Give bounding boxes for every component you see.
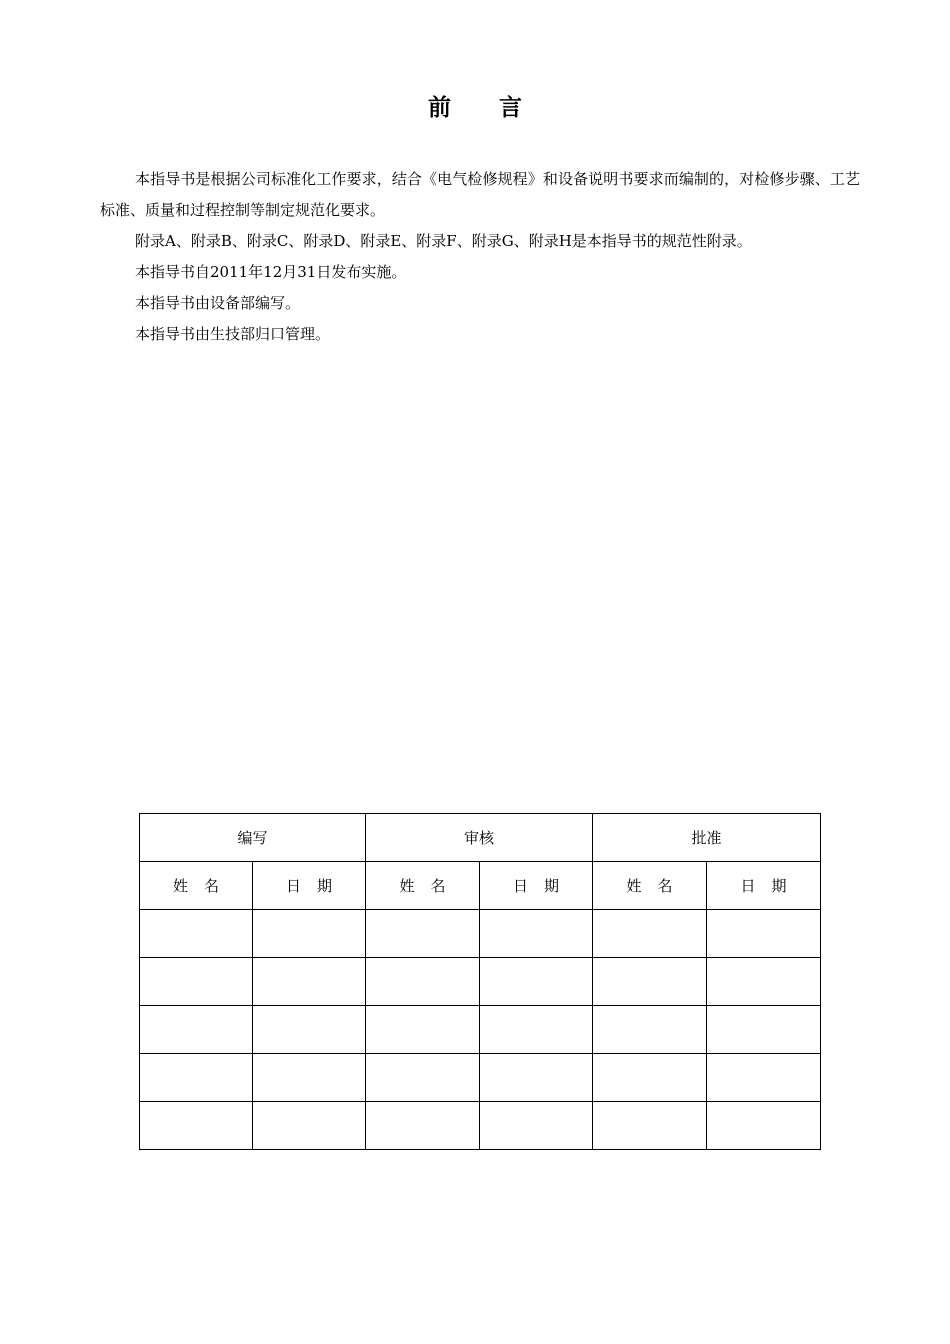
empty-cell bbox=[140, 910, 253, 958]
group-header-approve: 批准 bbox=[593, 814, 821, 862]
empty-cell bbox=[593, 1054, 707, 1102]
empty-cell bbox=[140, 1054, 253, 1102]
empty-cell bbox=[593, 1006, 707, 1054]
empty-cell bbox=[480, 1006, 593, 1054]
date-header: 日期 bbox=[707, 862, 821, 910]
empty-cell bbox=[366, 1006, 480, 1054]
empty-cell bbox=[480, 1102, 593, 1150]
date-header: 日期 bbox=[253, 862, 366, 910]
preface-body bbox=[100, 164, 860, 350]
empty-cell bbox=[253, 910, 366, 958]
empty-cell bbox=[593, 910, 707, 958]
empty-cell bbox=[253, 1054, 366, 1102]
table-row bbox=[140, 1054, 821, 1102]
table-subheader-row bbox=[140, 862, 821, 910]
paragraph-author: 本指导书由设备部编写。 bbox=[135, 294, 301, 312]
paragraph-purpose: 本指导书是根据公司标准化工作要求，结合《电气检修规程》和设备说明书要求而编制的，对检修步骤、工艺标准、质量和过程控制等制定规范化要求。 bbox=[100, 170, 860, 219]
empty-cell bbox=[707, 910, 821, 958]
table-row bbox=[140, 1006, 821, 1054]
empty-cell bbox=[480, 910, 593, 958]
paragraph-management: 本指导书由生技部归口管理。 bbox=[135, 325, 331, 343]
table-header-row bbox=[140, 814, 821, 862]
title-char-2: 言 bbox=[499, 95, 522, 121]
empty-cell bbox=[480, 1054, 593, 1102]
empty-cell bbox=[253, 1102, 366, 1150]
empty-cell bbox=[366, 1102, 480, 1150]
empty-cell bbox=[366, 958, 480, 1006]
empty-cell bbox=[140, 1006, 253, 1054]
name-header: 姓名 bbox=[140, 862, 253, 910]
page-title bbox=[0, 88, 950, 128]
date-header: 日期 bbox=[480, 862, 593, 910]
empty-cell bbox=[593, 958, 707, 1006]
empty-cell bbox=[253, 958, 366, 1006]
title-char-1: 前 bbox=[428, 95, 451, 121]
paragraph-appendices: 附录A、附录B、附录C、附录D、附录E、附录F、附录G、附录H是本指导书的规范性附录。 bbox=[135, 232, 752, 250]
group-header-compile: 编写 bbox=[140, 814, 366, 862]
name-header: 姓名 bbox=[593, 862, 707, 910]
empty-cell bbox=[707, 958, 821, 1006]
table-row bbox=[140, 910, 821, 958]
name-header: 姓名 bbox=[366, 862, 480, 910]
empty-cell bbox=[707, 1006, 821, 1054]
table-row bbox=[140, 1102, 821, 1150]
empty-cell bbox=[593, 1102, 707, 1150]
empty-cell bbox=[707, 1054, 821, 1102]
empty-cell bbox=[480, 958, 593, 1006]
empty-cell bbox=[366, 1054, 480, 1102]
empty-cell bbox=[707, 1102, 821, 1150]
signoff-table bbox=[139, 813, 821, 1150]
empty-cell bbox=[366, 910, 480, 958]
paragraph-effective-date: 本指导书自2011年12月31日发布实施。 bbox=[135, 263, 407, 281]
empty-cell bbox=[140, 1102, 253, 1150]
empty-cell bbox=[140, 958, 253, 1006]
table-row bbox=[140, 958, 821, 1006]
group-header-review: 审核 bbox=[366, 814, 593, 862]
empty-cell bbox=[253, 1006, 366, 1054]
